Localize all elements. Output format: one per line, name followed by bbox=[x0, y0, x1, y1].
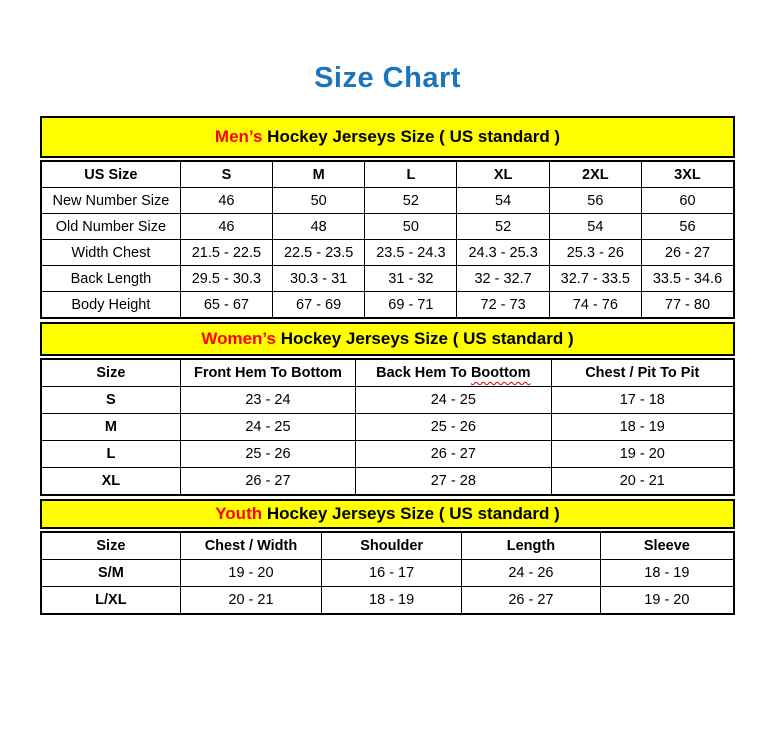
table-row bbox=[41, 214, 734, 240]
column-header: Size bbox=[41, 359, 180, 387]
size-cell: 25 - 26 bbox=[180, 441, 355, 468]
size-cell: 23.5 - 24.3 bbox=[365, 240, 457, 266]
column-header bbox=[356, 359, 551, 387]
size-cell: 67 - 69 bbox=[273, 292, 365, 319]
size-cell: 74 - 76 bbox=[549, 292, 641, 319]
row-label: L/XL bbox=[41, 587, 180, 615]
page-title: Size Chart bbox=[314, 62, 461, 94]
size-cell: 32.7 - 33.5 bbox=[549, 266, 641, 292]
size-cell: 21.5 - 22.5 bbox=[180, 240, 272, 266]
size-cell: 72 - 73 bbox=[457, 292, 549, 319]
size-tables bbox=[40, 116, 735, 615]
size-cell: 60 bbox=[641, 188, 734, 214]
size-cell: 65 - 67 bbox=[180, 292, 272, 319]
table-row bbox=[41, 587, 734, 615]
table-row bbox=[41, 292, 734, 319]
header-row bbox=[41, 359, 734, 387]
size-cell: 52 bbox=[365, 188, 457, 214]
size-cell: 24 - 25 bbox=[356, 387, 551, 414]
mens-header-text: Hockey Jerseys Size ( US standard ) bbox=[262, 127, 561, 146]
column-header: Shoulder bbox=[322, 532, 462, 560]
size-cell: 54 bbox=[549, 214, 641, 240]
womens-header-text: Hockey Jerseys Size ( US standard ) bbox=[275, 329, 574, 348]
mens-section-header bbox=[40, 116, 735, 158]
row-label: Back Length bbox=[41, 266, 180, 292]
row-label: New Number Size bbox=[41, 188, 180, 214]
size-cell: 31 - 32 bbox=[365, 266, 457, 292]
size-cell: 26 - 27 bbox=[641, 240, 734, 266]
row-label: M bbox=[41, 414, 180, 441]
size-cell: 56 bbox=[641, 214, 734, 240]
youth-section bbox=[40, 499, 735, 615]
table-row bbox=[41, 240, 734, 266]
size-cell: 19 - 20 bbox=[551, 441, 734, 468]
size-cell: 27 - 28 bbox=[356, 468, 551, 496]
size-chart-page bbox=[0, 60, 776, 752]
womens-highlight-label: Women’s bbox=[201, 329, 276, 348]
table-row bbox=[41, 560, 734, 587]
size-cell: 46 bbox=[180, 188, 272, 214]
size-cell: 69 - 71 bbox=[365, 292, 457, 319]
youth-highlight-label: Youth bbox=[215, 504, 263, 523]
size-cell: 22.5 - 23.5 bbox=[273, 240, 365, 266]
mens-section bbox=[40, 116, 735, 319]
table-row bbox=[41, 414, 734, 441]
womens-section bbox=[40, 322, 735, 496]
header-row bbox=[41, 161, 734, 188]
row-label: Old Number Size bbox=[41, 214, 180, 240]
size-cell: 26 - 27 bbox=[356, 441, 551, 468]
youth-section-header bbox=[40, 499, 735, 529]
column-header: L bbox=[365, 161, 457, 188]
row-label: S/M bbox=[41, 560, 180, 587]
row-label: L bbox=[41, 441, 180, 468]
row-label: Width Chest bbox=[41, 240, 180, 266]
size-cell: 56 bbox=[549, 188, 641, 214]
mens-highlight-label: Men’s bbox=[214, 127, 263, 146]
size-cell: 19 - 20 bbox=[600, 587, 734, 615]
size-cell: 24.3 - 25.3 bbox=[457, 240, 549, 266]
size-cell: 18 - 19 bbox=[322, 587, 462, 615]
table-row bbox=[41, 387, 734, 414]
table-row bbox=[41, 468, 734, 496]
column-header: Sleeve bbox=[600, 532, 734, 560]
table-row bbox=[41, 266, 734, 292]
size-cell: 29.5 - 30.3 bbox=[180, 266, 272, 292]
size-cell: 17 - 18 bbox=[551, 387, 734, 414]
womens-section-header bbox=[40, 322, 735, 356]
size-cell: 52 bbox=[457, 214, 549, 240]
size-cell: 20 - 21 bbox=[180, 587, 321, 615]
size-cell: 25.3 - 26 bbox=[549, 240, 641, 266]
size-cell: 19 - 20 bbox=[180, 560, 321, 587]
column-header: 3XL bbox=[641, 161, 734, 188]
column-header: Chest / Pit To Pit bbox=[551, 359, 734, 387]
size-cell: 30.3 - 31 bbox=[273, 266, 365, 292]
size-cell: 24 - 26 bbox=[462, 560, 601, 587]
size-cell: 32 - 32.7 bbox=[457, 266, 549, 292]
size-cell: 23 - 24 bbox=[180, 387, 355, 414]
size-cell: 50 bbox=[365, 214, 457, 240]
size-cell: 24 - 25 bbox=[180, 414, 355, 441]
column-header: US Size bbox=[41, 161, 180, 188]
size-cell: 18 - 19 bbox=[551, 414, 734, 441]
size-cell: 26 - 27 bbox=[180, 468, 355, 496]
column-header-text: Back Hem To bbox=[376, 365, 471, 381]
size-cell: 46 bbox=[180, 214, 272, 240]
row-label: Body Height bbox=[41, 292, 180, 319]
womens-size-table bbox=[40, 358, 735, 496]
column-header: Front Hem To Bottom bbox=[180, 359, 355, 387]
column-header: Length bbox=[462, 532, 601, 560]
column-header: XL bbox=[457, 161, 549, 188]
size-cell: 33.5 - 34.6 bbox=[641, 266, 734, 292]
row-label: XL bbox=[41, 468, 180, 496]
misspelled-word: Boottom bbox=[470, 365, 531, 381]
column-header: 2XL bbox=[549, 161, 641, 188]
mens-size-table bbox=[40, 160, 735, 319]
size-cell: 18 - 19 bbox=[600, 560, 734, 587]
table-row bbox=[41, 188, 734, 214]
size-cell: 20 - 21 bbox=[551, 468, 734, 496]
size-cell: 16 - 17 bbox=[322, 560, 462, 587]
size-cell: 26 - 27 bbox=[462, 587, 601, 615]
youth-header-text: Hockey Jerseys Size ( US standard ) bbox=[262, 504, 560, 523]
size-cell: 54 bbox=[457, 188, 549, 214]
size-cell: 50 bbox=[273, 188, 365, 214]
size-cell: 25 - 26 bbox=[356, 414, 551, 441]
column-header: M bbox=[273, 161, 365, 188]
youth-size-table bbox=[40, 531, 735, 615]
column-header: S bbox=[180, 161, 272, 188]
column-header: Size bbox=[41, 532, 180, 560]
size-cell: 77 - 80 bbox=[641, 292, 734, 319]
size-cell: 48 bbox=[273, 214, 365, 240]
table-row bbox=[41, 441, 734, 468]
row-label: S bbox=[41, 387, 180, 414]
column-header: Chest / Width bbox=[180, 532, 321, 560]
header-row bbox=[41, 532, 734, 560]
